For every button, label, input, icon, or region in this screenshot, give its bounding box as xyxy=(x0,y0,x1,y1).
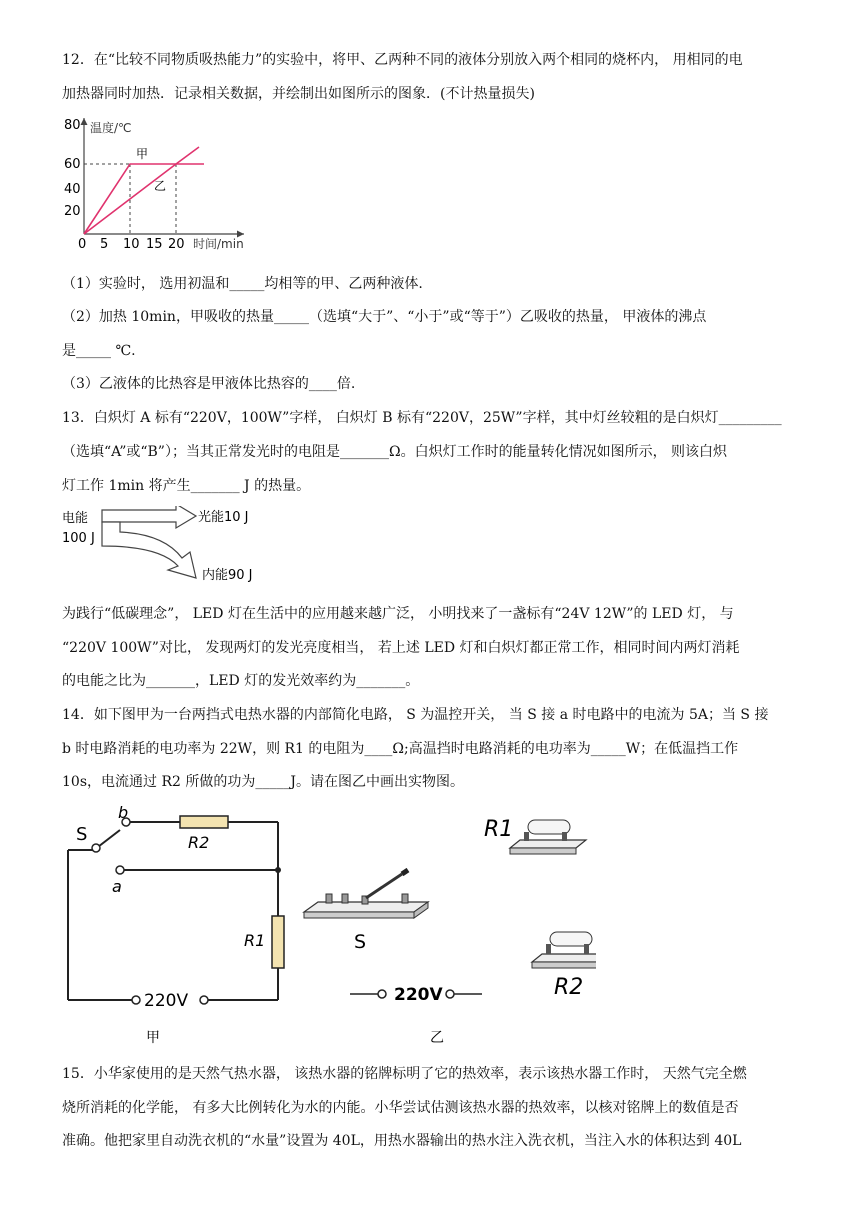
series-jia-line xyxy=(84,164,204,234)
label-r1: R1 xyxy=(244,931,266,950)
label-220v: 220V xyxy=(144,991,189,1011)
x-tick: 5 xyxy=(100,237,109,252)
q13-line-1: 13．白炽灯 A 标有“220V，100W”字样， 白炽灯 B 标有“220V，25W”字样，其中灯丝较粗的是白炽灯_________ xyxy=(62,410,782,426)
q12-sub1: （1）实验时， 选用初温和_____均相等的甲、乙两种液体. xyxy=(62,276,423,292)
q15-line-2: 烧所消耗的化学能， 有多大比例转化为水的内能。小华尝试估测该热水器的热效率，以核对铭牌上的数值是否 xyxy=(62,1100,739,1116)
energy-flow-diagram xyxy=(60,506,270,588)
x-tick: 0 xyxy=(78,237,87,252)
q12-sub2-line-1: （2）加热 10min，甲吸收的热量_____（选填“大于”、“小于”或“等于”）乙吸收的热量， 甲液体的沸点 xyxy=(62,309,707,325)
q12-sub2-line-2: 是_____ ℃. xyxy=(62,343,136,359)
supply-terminal-right xyxy=(200,996,208,1004)
q12-sub3: （3）乙液体的比热容是甲液体比热容的____倍. xyxy=(62,376,356,392)
label-b: b xyxy=(118,803,129,822)
label-r1-part: R1 xyxy=(484,817,514,842)
caption-jia: 甲 xyxy=(146,1030,160,1046)
q14-line-1: 14．如下图甲为一台两挡式电热水器的内部简化电路， S 为温控开关， 当 S 接 a 时电路中的电流为 5A；当 S 接 xyxy=(62,707,769,723)
x-axis-label: 时间/min xyxy=(193,237,244,251)
q15-line-1: 15．小华家使用的是天然气热水器， 该热水器的铭牌标明了它的热效率，表示该热水器工作时， 天然气完全燃 xyxy=(62,1066,747,1082)
series-yi-label: 乙 xyxy=(154,179,167,193)
y-tick: 80 xyxy=(64,118,81,133)
label-r2: R2 xyxy=(188,833,210,852)
circuit-diagram-jia xyxy=(60,800,290,1050)
q13-led-line-2: “220V 100W”对比， 发现两灯的发光亮度相当， 若上述 LED 灯和白炽灯都正常工作，相同时间内两灯消耗 xyxy=(62,640,740,656)
x-tick: 20 xyxy=(168,237,185,252)
q14-line-2: b 时电路消耗的电功率为 22W，则 R1 的电阻为____Ω;高温挡时电路消耗的电功率为_____W；在低温挡工作 xyxy=(62,741,739,757)
heat-arrow xyxy=(102,522,196,578)
energy-in-value: 100 J xyxy=(62,531,95,546)
q13-led-line-1: 为践行“低碳理念”， LED 灯在生活中的应用越来越广泛， 小明找来了一盏标有“24V 12W”的 LED 灯， 与 xyxy=(62,606,734,622)
y-axis-label: 温度/℃ xyxy=(90,121,132,135)
label-s-part: S xyxy=(354,931,367,953)
series-jia-label: 甲 xyxy=(136,147,149,161)
label-r2-part: R2 xyxy=(554,975,584,1000)
resistor-r1 xyxy=(272,916,284,968)
x-tick: 15 xyxy=(146,237,163,252)
q13-line-3: 灯工作 1min 将产生_______ J 的热量。 xyxy=(62,478,311,494)
q15-line-3: 准确。他把家里自动洗衣机的“水量”设置为 40L，用热水器输出的热水注入洗衣机，当注入水的体积达到 40L xyxy=(62,1133,742,1149)
x-tick: 10 xyxy=(123,237,140,252)
temperature-time-graph xyxy=(62,112,252,252)
label-a: a xyxy=(112,877,122,896)
q14-line-3: 10s，电流通过 R2 所做的功为_____J。请在图乙中画出实物图。 xyxy=(62,774,464,790)
q12-line-1: 12．在“比较不同物质吸热能力”的实验中，将甲、乙两种不同的液体分别放入两个相同的烧杯内， 用相同的电 xyxy=(62,52,743,68)
y-tick: 60 xyxy=(64,157,81,172)
knife-switch xyxy=(304,870,428,918)
resistor-r2-part xyxy=(532,932,596,968)
q13-line-2: （选填“A”或“B”）；当其正常发光时的电阻是_______Ω。白炽灯工作时的能量转化情况如图所示， 则该白炽 xyxy=(62,444,728,460)
supply-part-right xyxy=(446,990,454,998)
supply-terminal-left xyxy=(132,996,140,1004)
y-tick: 40 xyxy=(64,182,81,197)
q13-led-line-3: 的电能之比为_______，LED 灯的发光效率约为_______。 xyxy=(62,673,420,689)
energy-in-label: 电能 xyxy=(62,511,89,526)
resistor-r1-part xyxy=(510,820,586,854)
label-s: S xyxy=(76,824,88,845)
contact-a xyxy=(116,866,124,874)
q12-line-2: 加热器同时加热．记录相关数据，并绘制出如图所示的图象．(不计热量损失) xyxy=(62,86,535,102)
supply-part-left xyxy=(378,990,386,998)
label-220v-part: 220V xyxy=(394,985,443,1005)
physical-parts-yi xyxy=(296,808,596,1052)
caption-yi: 乙 xyxy=(430,1030,444,1046)
switch-pivot xyxy=(92,844,100,852)
heat-energy-label: 内能90 J xyxy=(202,568,253,583)
resistor-r2 xyxy=(180,816,228,828)
y-tick: 20 xyxy=(64,204,81,219)
light-energy-label: 光能10 J xyxy=(198,510,249,525)
